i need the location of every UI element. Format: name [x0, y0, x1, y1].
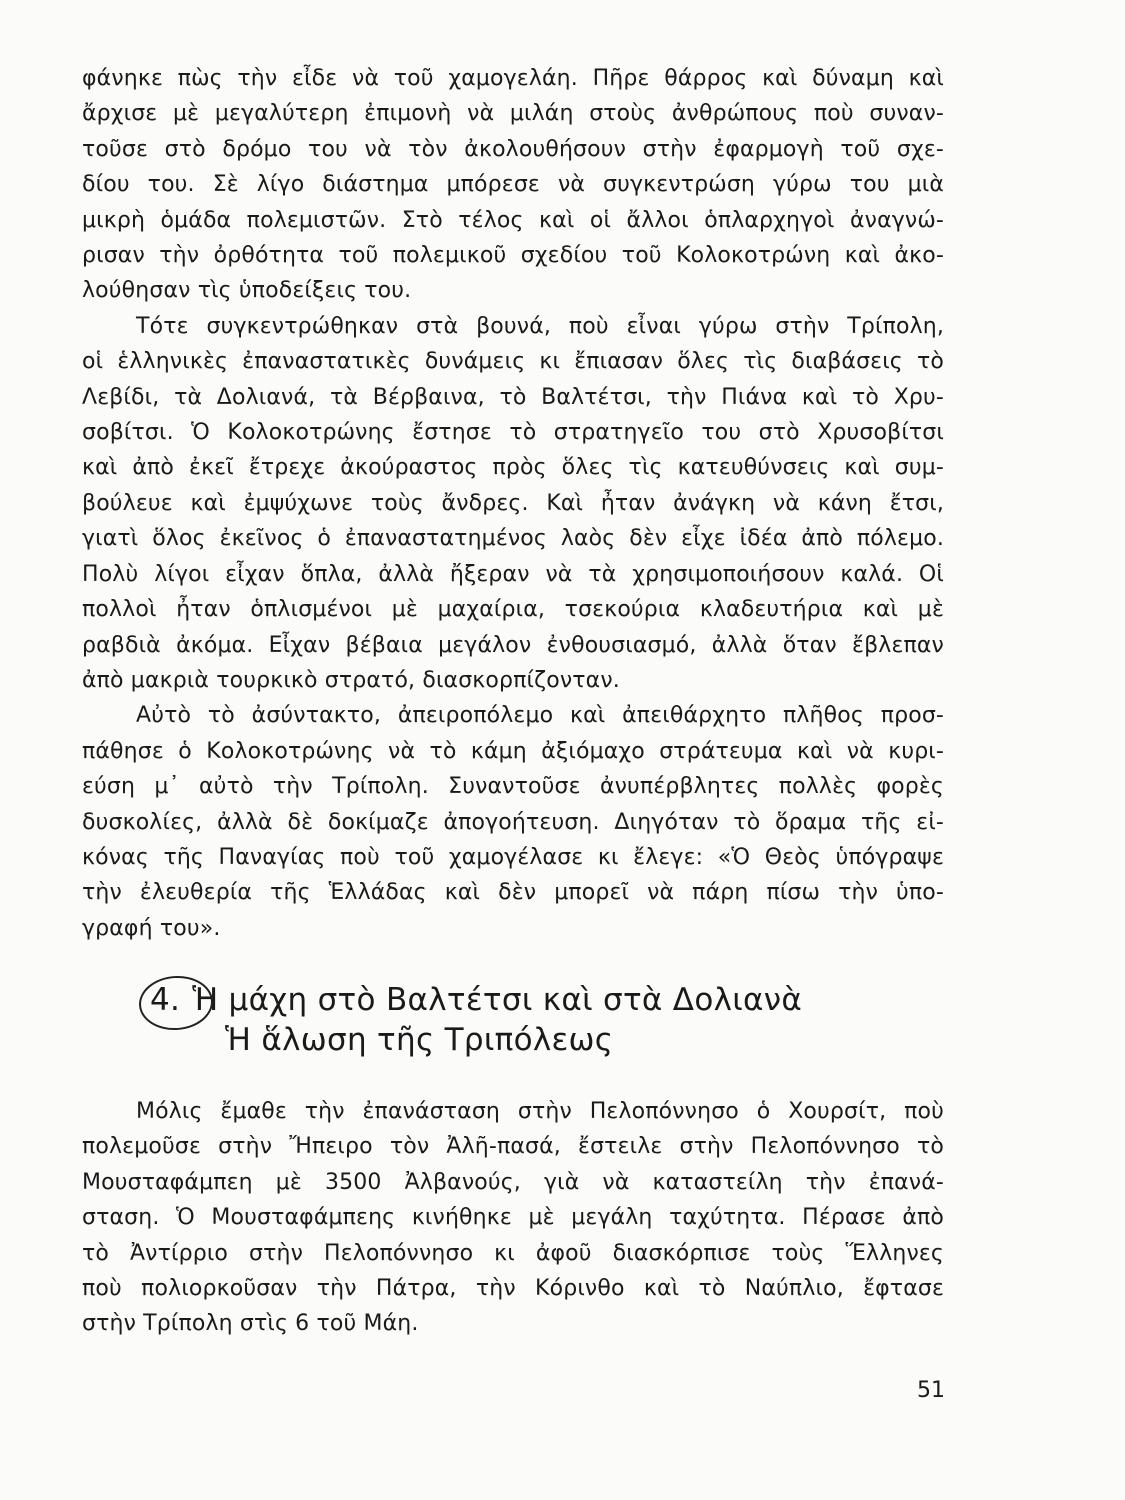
text-line: Τότε συγκεντρώθηκαν στὰ βουνά, ποὺ εἶναι γύρω στὴν Τρίπολη,	[136, 313, 944, 339]
text-line: κόνας τῆς Παναγίας ποὺ τοῦ χαμογέλασε κι ἔλεγε: «Ὁ Θεὸς ὑπόγραψε	[82, 844, 944, 870]
text-line: πολλοὶ ἦταν ὁπλισμένοι μὲ μαχαίρια, τσεκούρια κλαδευτήρια καὶ μὲ	[82, 597, 944, 623]
text-line: ποὺ πολιορκοῦσαν τὴν Πάτρα, τὴν Κόρινθο καὶ τὸ Ναύπλιο, ἔφτασε	[82, 1276, 944, 1302]
text-line: φάνηκε πὼς τὴν εἶδε νὰ τοῦ χαμογελάη. Πῆρε θάρρος καὶ δύναμη καὶ	[82, 66, 944, 91]
text-line: καὶ ἀπὸ ἐκεῖ ἔτρεχε ἀκούραστος πρὸς ὅλες τὶς κατευθύνσεις καὶ συμ-	[82, 455, 944, 481]
text-line: πάθησε ὁ Κολοκοτρώνης νὰ τὸ κάμη ἀξιόμαχο στράτευμα καὶ νὰ κυρι-	[82, 738, 944, 764]
text-line: Λεβίδι, τὰ Δολιανά, τὰ Βέρβαινα, τὸ Βαλτέτσι, τὴν Πιάνα καὶ τὸ Χρυ-	[82, 384, 944, 410]
section-subtitle: Ἡ ἅλωση τῆς Τριπόλεως	[225, 1022, 614, 1058]
text-line: Μουσταφάμπεη μὲ 3500 Ἀλβανούς, γιὰ νὰ καταστείλη τὴν ἐπανά-	[82, 1169, 944, 1195]
text-line: λούθησαν τὶς ὑποδείξεις του.	[82, 278, 412, 304]
text-line: εύση μ᾿ αὐτὸ τὴν Τρίπολη. Συναντοῦσε ἀνυπέρβλητες πολλὲς φορὲς	[82, 774, 944, 800]
text-line: Μόλις ἔμαθε τὴν ἐπανάσταση στὴν Πελοπόννησο ὁ Χουρσίτ, ποὺ	[136, 1099, 944, 1124]
text-line: δυσκολίες, ἀλλὰ δὲ δοκίμαζε ἀπογοήτευση. Διηγόταν τὸ ὅραμα τῆς εἰ-	[82, 809, 944, 835]
text-line: μικρὴ ὁμάδα πολεμιστῶν. Στὸ τέλος καὶ οἱ ἄλλοι ὁπλαρχηγοὶ ἀναγνώ-	[82, 207, 944, 233]
text-line: ραβδιὰ ἀκόμα. Εἶχαν βέβαια μεγάλον ἐνθουσιασμό, ἀλλὰ ὅταν ἔβλεπαν	[82, 632, 944, 658]
section-heading	[150, 980, 950, 1060]
section-title: Ἡ μάχη στὸ Βαλτέτσι καὶ στὰ Δολιανὰ	[192, 982, 803, 1018]
text-line: Πολὺ λίγοι εἶχαν ὅπλα, ἀλλὰ ἤξεραν νὰ τὰ χρησιμοποιήσουν καλά. Οἱ	[82, 561, 944, 587]
text-line: οἱ ἑλληνικὲς ἐπαναστατικὲς δυνάμεις κι ἔπιασαν ὅλες τὶς διαβάσεις τὸ	[82, 349, 944, 375]
text-line: δίου του. Σὲ λίγο διάστημα μπόρεσε νὰ συγκεντρώση γύρω του μιὰ	[82, 172, 944, 198]
text-line: τὸ Ἀντίρριο στὴν Πελοπόννησο κι ἀφοῦ διασκόρπισε τοὺς Ἕλληνες	[82, 1240, 944, 1266]
page-number: 51	[917, 1378, 945, 1403]
body-text-block	[82, 1094, 944, 1342]
text-line: πολεμοῦσε στὴν Ἤπειρο τὸν Ἀλῆ-πασά, ἔστειλε στὴν Πελοπόννησο τὸ	[82, 1134, 944, 1160]
text-line: Αὐτὸ τὸ ἀσύντακτο, ἀπειροπόλεμο καὶ ἀπειθάρχητο πλῆθος προσ-	[136, 703, 944, 729]
text-line: ρισαν τὴν ὀρθότητα τοῦ πολεμικοῦ σχεδίου τοῦ Κολοκοτρώνη καὶ ἀκο-	[82, 243, 944, 269]
section-number	[150, 980, 180, 1020]
text-line: τὴν ἐλευθερία τῆς Ἑλλάδας καὶ δὲν μπορεῖ νὰ πάρη πίσω τὴν ὑπο-	[82, 880, 944, 906]
text-line: γραφή του».	[82, 915, 221, 941]
text-line: τοῦσε στὸ δρόμο του νὰ τὸν ἀκολουθήσουν στὴν ἐφαρμογὴ τοῦ σχε-	[82, 136, 944, 162]
text-line: ἄρχισε μὲ μεγαλύτερη ἐπιμονὴ νὰ μιλάη στοὺς ἀνθρώπους ποὺ συναν-	[82, 101, 944, 127]
text-line: γιατὶ ὅλος ἐκεῖνος ὁ ἐπαναστατημένος λαὸς δὲν εἶχε ἰδέα ἀπὸ πόλεμο.	[82, 526, 944, 552]
section-heading-line-1	[150, 980, 950, 1020]
text-line: ἀπὸ μακριὰ τουρκικὸ στρατό, διασκορπίζονταν.	[82, 667, 620, 693]
text-line: στὴν Τρίπολη στὶς 6 τοῦ Μάη.	[82, 1311, 419, 1337]
text-line: βούλευε καὶ ἐμψύχωνε τοὺς ἄνδρες. Καὶ ἦταν ἀνάγκη νὰ κάνη ἔτσι,	[82, 490, 944, 516]
text-line: σοβίτσι. Ὁ Κολοκοτρώνης ἔστησε τὸ στρατηγεῖο του στὸ Χρυσοβίτσι	[82, 420, 944, 446]
section-number-text: 4.	[150, 982, 181, 1018]
text-line: σταση. Ὁ Μουσταφάμπεης κινήθηκε μὲ μεγάλη ταχύτητα. Πέρασε ἀπὸ	[82, 1205, 944, 1231]
body-text-block	[82, 61, 944, 946]
